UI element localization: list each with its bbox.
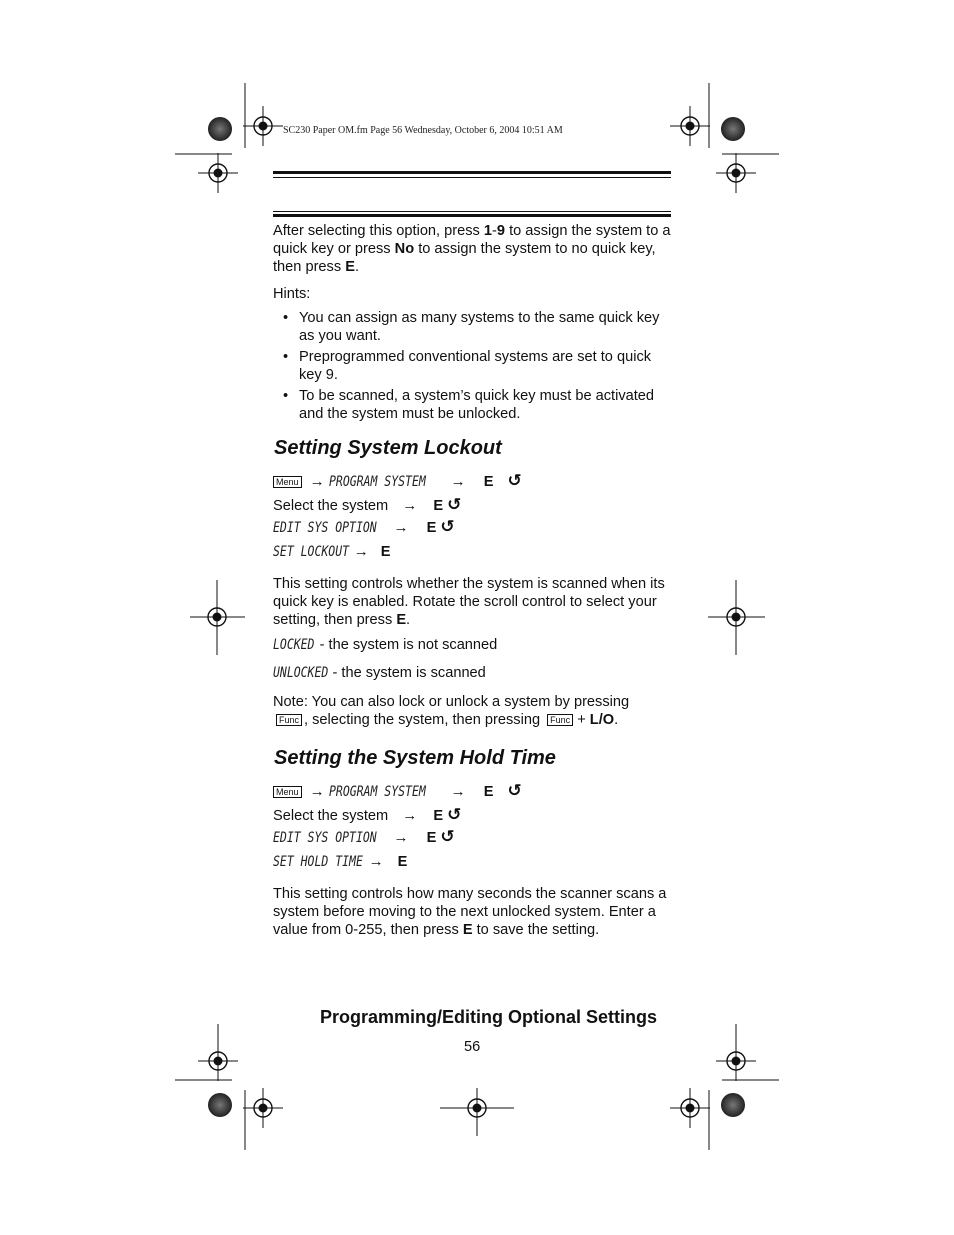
lcd-text: SET HOLD TIME bbox=[273, 854, 363, 870]
option-locked: LOCKED - the system is not scanned bbox=[273, 637, 498, 653]
func-key-icon: Func bbox=[276, 714, 302, 726]
lcd-text: EDIT SYS OPTION bbox=[273, 520, 377, 536]
arrow-right-icon: → bbox=[309, 783, 325, 800]
header-rule-thin bbox=[273, 177, 671, 178]
rotate-scroll-icon: ↺ bbox=[507, 471, 522, 490]
hint-item: • You can assign as many systems to the same quick key as you want. bbox=[283, 310, 660, 344]
arrow-right-icon: → bbox=[450, 783, 466, 800]
rotate-scroll-icon: ↺ bbox=[440, 517, 455, 536]
hint-item: • Preprogrammed conventional systems are set to quick key 9. bbox=[283, 349, 652, 383]
lcd-text: SET LOCKOUT bbox=[273, 544, 350, 560]
step-select-system: Select the system → E ↺ bbox=[273, 805, 462, 824]
lcd-text: UNLOCKED bbox=[273, 665, 329, 681]
step-menu-program bbox=[273, 781, 522, 801]
intro-paragraph: After selecting this option, press 1-9 to assign the system to a quick key or press No to assign the system to no quick key, then press E. bbox=[273, 223, 671, 275]
lcd-text: LOCKED bbox=[273, 637, 315, 653]
arrow-right-icon: → bbox=[353, 543, 369, 560]
page-number: 56 bbox=[464, 1039, 481, 1055]
step-set-lockout bbox=[273, 542, 391, 562]
section-rule-thick bbox=[273, 214, 671, 217]
arrow-right-icon: → bbox=[309, 473, 325, 490]
rotate-scroll-icon: ↺ bbox=[447, 805, 462, 824]
e-key-icon: E bbox=[433, 808, 444, 824]
step-menu-program bbox=[273, 471, 522, 491]
lcd-text: PROGRAM SYSTEM bbox=[328, 784, 426, 800]
hold-time-description: This setting controls how many seconds the scanner scans a system before moving to the next unlocked system. Enter a value from 0-255, then press E to save the setting. bbox=[273, 886, 667, 938]
rotate-scroll-icon: ↺ bbox=[507, 781, 522, 800]
step-set-hold-time bbox=[273, 852, 407, 872]
hints-label: Hints: bbox=[273, 286, 311, 302]
hint-item: • To be scanned, a system’s quick key must be activated and the system must be unlocked. bbox=[283, 388, 655, 422]
lockout-description: This setting controls whether the system is scanned when its quick key is enabled. Rotate the scroll control to select your setting, then press E. bbox=[273, 576, 665, 628]
e-key-icon: E bbox=[426, 520, 437, 536]
section-rule-thin bbox=[273, 211, 671, 212]
e-key-icon: E bbox=[397, 854, 408, 870]
arrow-right-icon: → bbox=[450, 473, 466, 490]
header-rule-thick bbox=[273, 171, 671, 174]
color-bar-icon bbox=[208, 1093, 232, 1117]
arrow-right-icon: → bbox=[393, 519, 409, 536]
menu-key-icon: Menu bbox=[273, 476, 302, 488]
arrow-right-icon: → bbox=[402, 497, 418, 514]
lockout-note: Note: You can also lock or unlock a system by pressing Func , selecting the system, then pressing Func + L/O. bbox=[273, 694, 630, 728]
e-key-icon: E bbox=[483, 474, 494, 490]
step-edit-sys-option bbox=[273, 517, 455, 537]
e-key-icon: E bbox=[380, 544, 391, 560]
e-key-icon: E bbox=[433, 498, 444, 514]
lcd-text: EDIT SYS OPTION bbox=[273, 830, 377, 846]
arrow-right-icon: → bbox=[393, 829, 409, 846]
footer-section-title: Programming/Editing Optional Settings bbox=[320, 1007, 658, 1027]
menu-key-icon: Menu bbox=[273, 786, 302, 798]
arrow-right-icon: → bbox=[368, 853, 384, 870]
color-bar-icon bbox=[721, 1093, 745, 1117]
func-key-icon: Func bbox=[547, 714, 573, 726]
step-edit-sys-option bbox=[273, 827, 455, 847]
rotate-scroll-icon: ↺ bbox=[440, 827, 455, 846]
rotate-scroll-icon: ↺ bbox=[447, 495, 462, 514]
option-unlocked: UNLOCKED - the system is scanned bbox=[273, 665, 486, 681]
lcd-text: PROGRAM SYSTEM bbox=[328, 474, 426, 490]
e-key-icon: E bbox=[426, 830, 437, 846]
step-select-system: Select the system → E ↺ bbox=[273, 495, 462, 514]
arrow-right-icon: → bbox=[402, 807, 418, 824]
section-title-lockout: Setting System Lockout bbox=[274, 437, 502, 459]
color-bar-icon bbox=[721, 117, 745, 141]
slug-line: SC230 Paper OM.fm Page 56 Wednesday, October 6, 2004 10:51 AM bbox=[283, 125, 563, 136]
section-title-hold-time: Setting the System Hold Time bbox=[274, 747, 556, 769]
e-key-icon: E bbox=[483, 784, 494, 800]
color-bar-icon bbox=[208, 117, 232, 141]
